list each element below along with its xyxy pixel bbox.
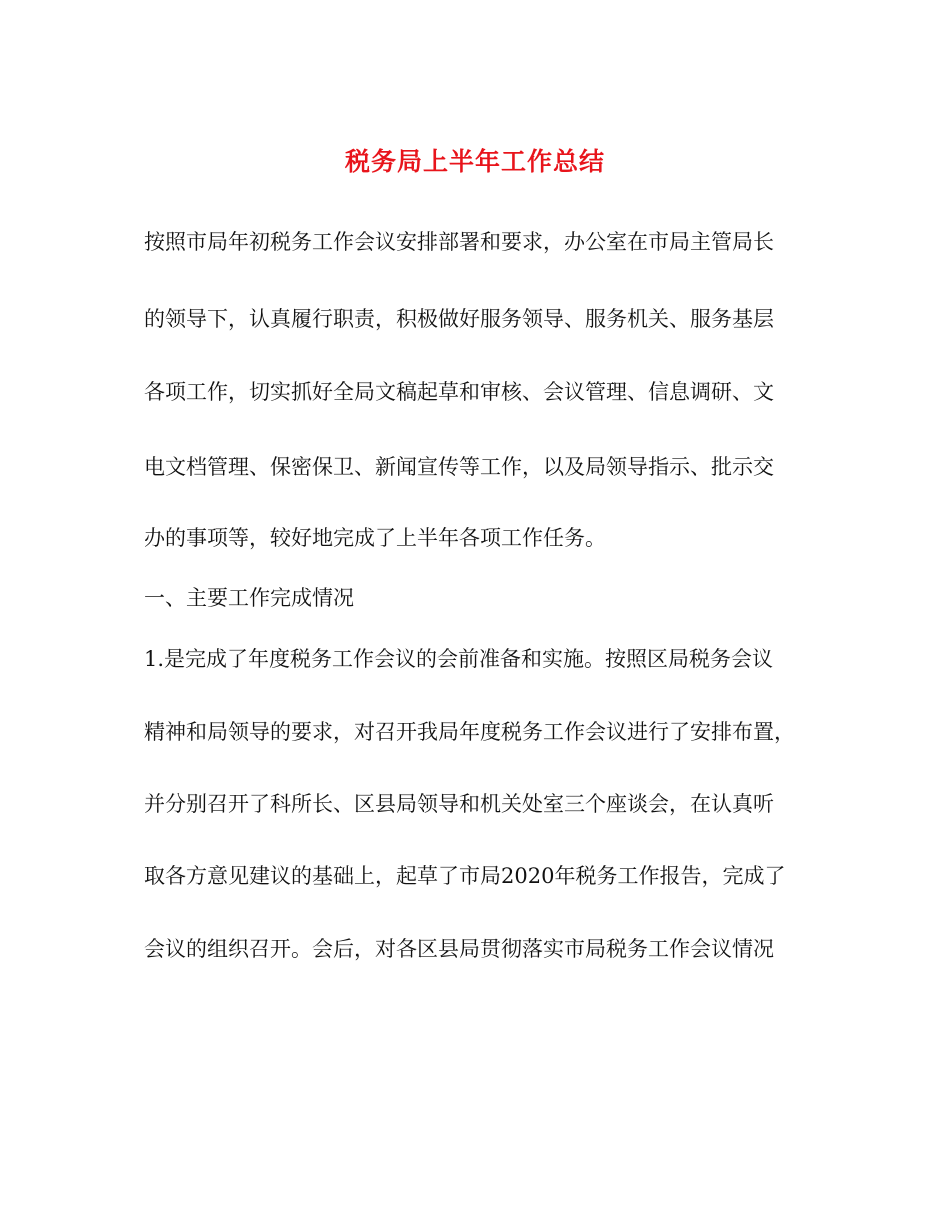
paragraph-line: 并分别召开了科所长、区县局领导和机关处室三个座谈会，在认真听 xyxy=(144,792,774,816)
paragraph-line: 各项工作，切实抓好全局文稿起草和审核、会议管理、信息调研、文 xyxy=(144,380,774,404)
document-title: 税务局上半年工作总结 xyxy=(344,147,605,176)
paragraph-line: 会议的组织召开。会后，对各区县局贯彻落实市局税务工作会议情况 xyxy=(144,937,774,961)
paragraph-line: 精神和局领导的要求，对召开我局年度税务工作会议进行了安排布置， xyxy=(144,720,795,744)
paragraph-line: 办的事项等，较好地完成了上半年各项工作任务。 xyxy=(144,526,606,550)
paragraph-line: 取各方意见建议的基础上，起草了市局2020年税务工作报告，完成了 xyxy=(144,864,786,888)
paragraph-line: 1.是完成了年度税务工作会议的会前准备和实施。按照区局税务会议 xyxy=(144,647,774,671)
paragraph-line: 的领导下，认真履行职责，积极做好服务领导、服务机关、服务基层 xyxy=(144,307,774,331)
paragraph-line: 按照市局年初税务工作会议安排部署和要求，办公室在市局主管局长 xyxy=(144,230,774,254)
paragraph-line: 电文档管理、保密保卫、新闻宣传等工作，以及局领导指示、批示交 xyxy=(144,455,774,479)
section-heading: 一、主要工作完成情况 xyxy=(144,586,354,610)
